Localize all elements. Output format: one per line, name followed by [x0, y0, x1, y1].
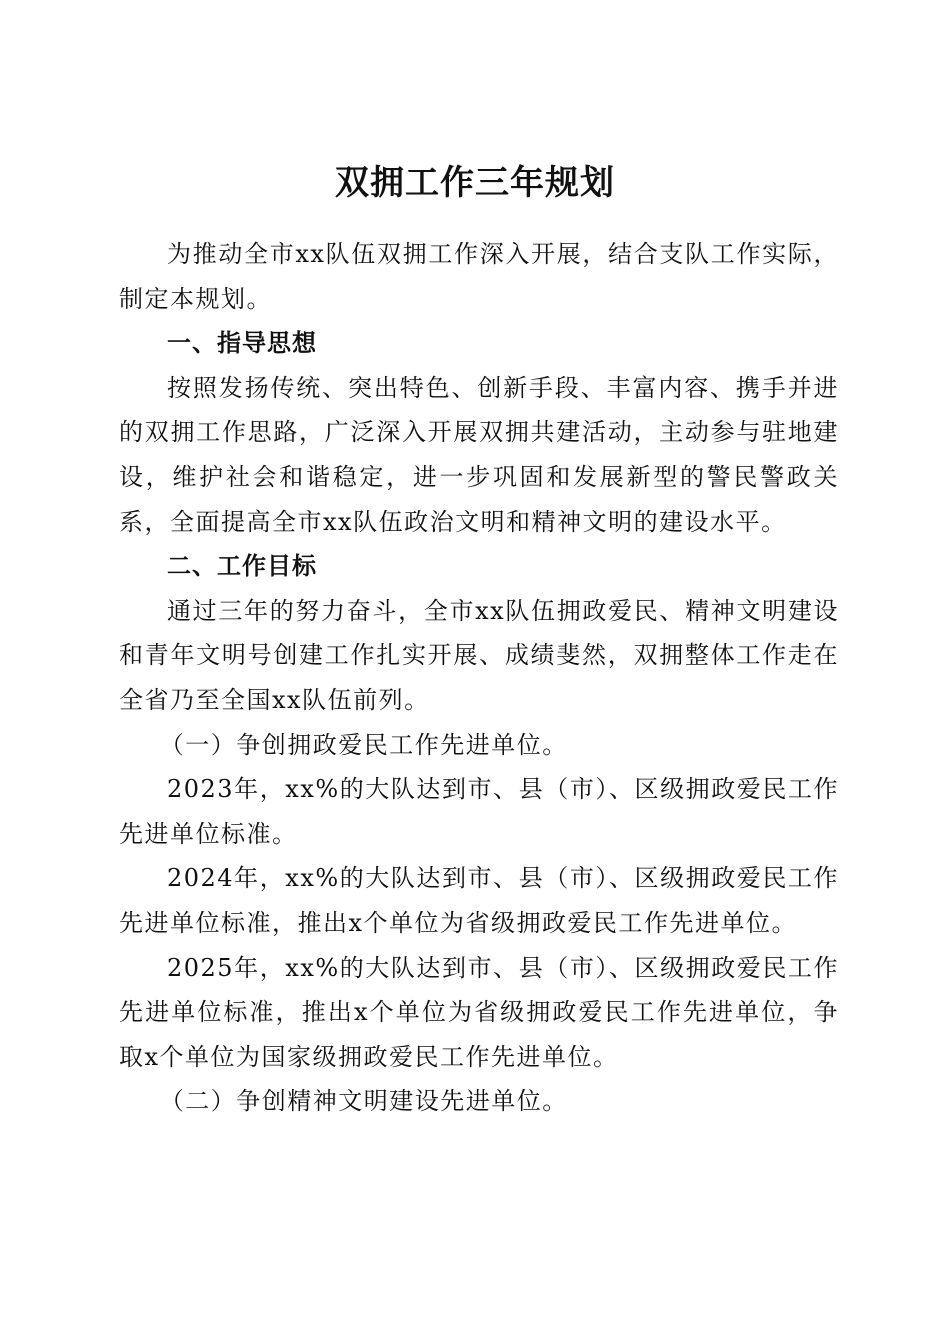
section-heading-guiding-thought: 一、指导思想: [167, 329, 317, 358]
goal-2024-paragraph: 2024年，xx%的大队达到市、县（市）、区级拥政爱民工作先进单位标准，推出x个单位为省级拥政爱民工作先进单位。: [119, 864, 839, 937]
guiding-thought-paragraph: 按照发扬传统、突出特色、创新手段、丰富内容、携手并进的双拥工作思路，广泛深入开展双拥共建活动，主动参与驻地建设，维护社会和谐稳定，进一步巩固和发展新型的警民警政关系，全面提高全市xx队伍政治文明和精神文明的建设水平。: [119, 373, 839, 536]
section-heading-work-goals: 二、工作目标: [167, 552, 317, 581]
goal-2025-paragraph: 2025年，xx%的大队达到市、县（市）、区级拥政爱民工作先进单位标准，推出x个单位为省级拥政爱民工作先进单位，争取x个单位为国家级拥政爱民工作先进单位。: [119, 953, 839, 1071]
goal-2023-paragraph: 2023年，xx%的大队达到市、县（市）、区级拥政爱民工作先进单位标准。: [119, 775, 839, 848]
document-title: 双拥工作三年规划: [335, 162, 615, 203]
intro-paragraph: 为推动全市xx队伍双拥工作深入开展，结合支队工作实际，制定本规划。: [119, 240, 839, 313]
document-body: [119, 232, 839, 1124]
subheading-spiritual-civilization: （二）争创精神文明建设先进单位。: [159, 1087, 568, 1116]
work-goals-paragraph: 通过三年的努力奋斗，全市xx队伍拥政爱民、精神文明建设和青年文明号创建工作扎实开展、成绩斐然，双拥整体工作走在全省乃至全国xx队伍前列。: [119, 596, 839, 714]
subheading-advanced-unit: （一）争创拥政爱民工作先进单位。: [159, 730, 568, 759]
